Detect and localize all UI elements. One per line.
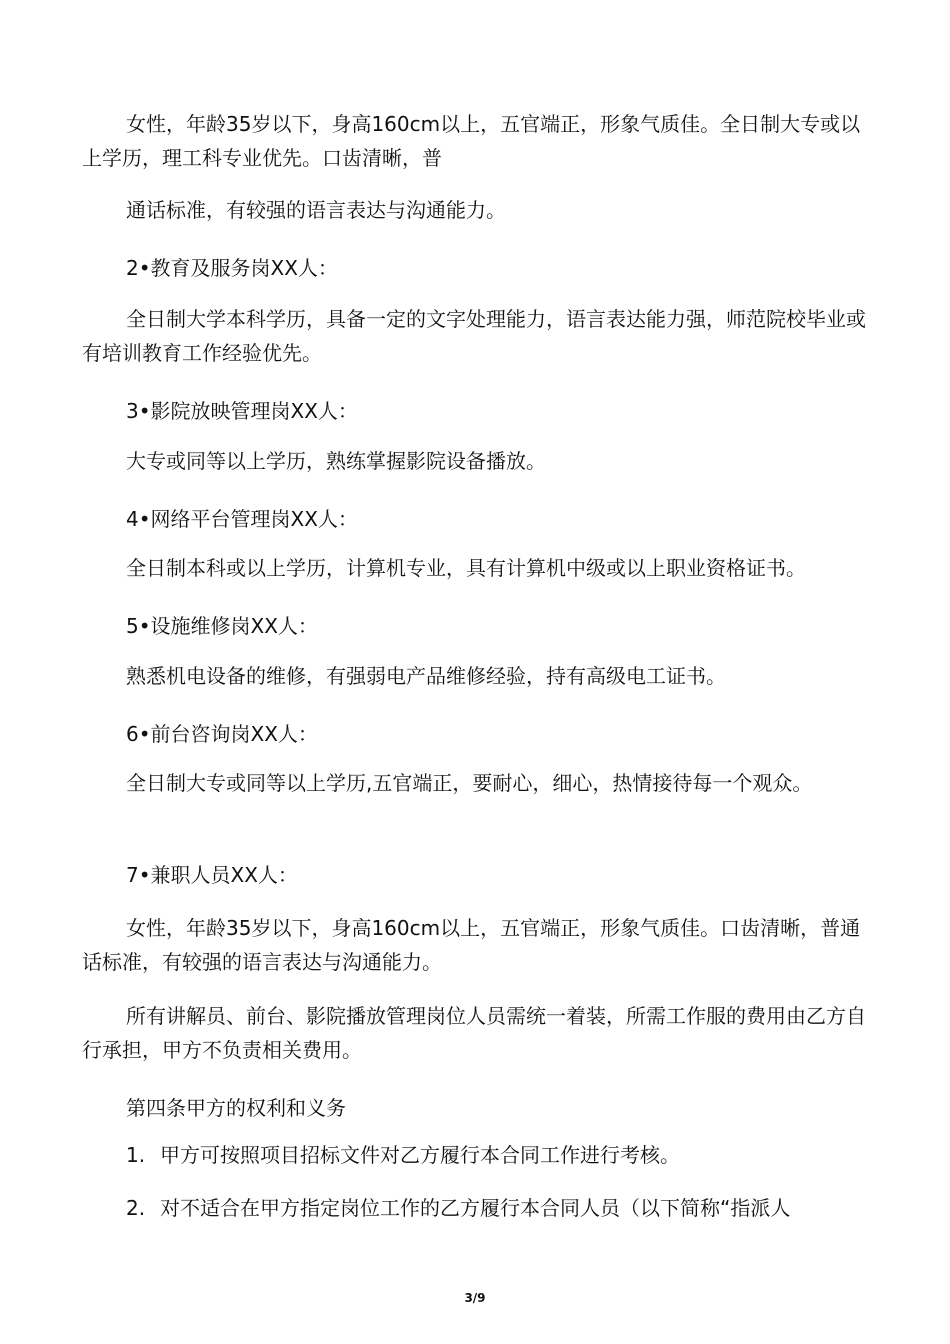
heading-maintenance-post: 5•设施维修岗XX人： <box>126 614 318 638</box>
list-item-text: 对不适合在甲方指定岗位工作的乙方履行本合同人员（以下简称“指派人 <box>160 1196 791 1220</box>
heading-part-time-staff: 7•兼职人员XX人： <box>126 863 298 887</box>
paragraph-maintenance-requirements: 熟悉机电设备的维修，有强弱电产品维修经验，持有高级电工证书。 <box>126 664 726 688</box>
paragraph-uniform-policy: 所有讲解员、前台、影院播放管理岗位人员需统一着装，所需工作服的费用由乙方自行承担，甲方不负责相关费用。 <box>82 1004 866 1062</box>
paragraph-cinema-requirements: 大专或同等以上学历，熟练掌握影院设备播放。 <box>126 449 546 473</box>
list-item <box>126 1191 872 1225</box>
paragraph-education-service-requirements: 全日制大学本科学历，具备一定的文字处理能力，语言表达能力强，师范院校毕业或有培训教育工作经验优先。 <box>82 307 866 365</box>
paragraph-requirements-intro: 女性，年龄35岁以下，身高160cm以上，五官端正，形象气质佳。全日制大专或以上学历，理工科专业优先。口齿清晰，普 <box>82 112 861 170</box>
heading-reception-post: 6•前台咨询岗XX人： <box>126 722 318 746</box>
list-item-number: 1. <box>126 1143 146 1167</box>
paragraph-reception-requirements: 全日制大专或同等以上学历,五官端正，要耐心，细心，热情接待每一个观众。 <box>126 771 813 795</box>
paragraph-network-requirements: 全日制本科或以上学历，计算机专业，具有计算机中级或以上职业资格证书。 <box>126 556 806 580</box>
list-item <box>126 1138 872 1172</box>
paragraph-requirements-continued: 通话标准，有较强的语言表达与沟通能力。 <box>126 198 506 222</box>
heading-education-service-post: 2•教育及服务岗XX人： <box>126 256 338 280</box>
heading-article-four: 第四条甲方的权利和义务 <box>126 1096 346 1120</box>
heading-cinema-post: 3•影院放映管理岗XX人： <box>126 399 358 423</box>
list-item-number: 2. <box>126 1196 146 1220</box>
list-item-text: 甲方可按照项目招标文件对乙方履行本合同工作进行考核。 <box>160 1143 680 1167</box>
heading-network-post: 4•网络平台管理岗XX人： <box>126 507 358 531</box>
paragraph-part-time-requirements: 女性，年龄35岁以下，身高160cm以上，五官端正，形象气质佳。口齿清晰，普通话标准，有较强的语言表达与沟通能力。 <box>82 916 861 974</box>
page-number: 3/9 <box>464 1291 486 1305</box>
